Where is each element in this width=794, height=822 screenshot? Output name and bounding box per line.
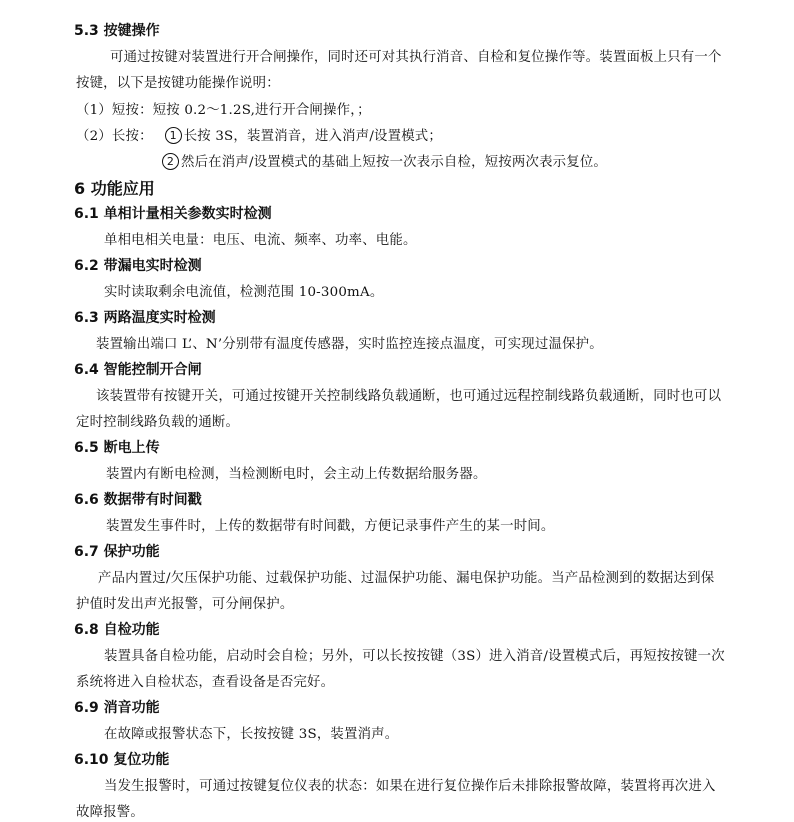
paragraph-line: 装置具备自检功能，启动时会自检；另外，可以长按按键（3S）进入消音/设置模式后，再短按按键一次	[104, 649, 725, 664]
circled-number-2: 2	[162, 153, 179, 170]
paragraph-line: 产品内置过/欠压保护功能、过载保护功能、过温保护功能、漏电保护功能。当产品检测到的数据达到保	[98, 571, 715, 586]
list-text: 长按 3S，装置消音，进入消声/设置模式；	[183, 129, 442, 144]
section-heading: 6.8 自检功能	[74, 622, 160, 638]
paragraph-line: 在故障或报警状态下，长按按键 3S，装置消声。	[104, 727, 399, 742]
paragraph-line: 可通过按键对装置进行开合闸操作，同时还可对其执行消音、自检和复位操作等。装置面板上只有一个	[110, 50, 722, 65]
paragraph-line: 定时控制线路负载的通断。	[76, 415, 240, 430]
section-heading: 6.3 两路温度实时检测	[74, 310, 216, 326]
section-heading: 6.7 保护功能	[74, 544, 160, 560]
list-label: （1）短按：	[76, 103, 153, 118]
paragraph-line: 系统将进入自检状态，查看设备是否完好。	[76, 675, 335, 690]
section-heading: 6.10 复位功能	[74, 752, 170, 768]
paragraph-line: 装置内有断电检测，当检测断电时，会主动上传数据给服务器。	[106, 467, 487, 482]
list-item-long-press	[76, 125, 442, 144]
section-heading: 6.6 数据带有时间戳	[74, 492, 202, 508]
section-heading: 6.5 断电上传	[74, 440, 160, 456]
paragraph-line: 当发生报警时，可通过按键复位仪表的状态：如果在进行复位操作后未排除报警故障，装置将再次进入	[104, 779, 716, 794]
list-text: 然后在消声/设置模式的基础上短按一次表示自检，短按两次表示复位。	[181, 155, 608, 170]
list-item-long-press-sub	[162, 151, 607, 170]
section-heading: 6.9 消音功能	[74, 700, 160, 716]
section-heading: 6.2 带漏电实时检测	[74, 258, 202, 274]
section-heading: 6.4 智能控制开合闸	[74, 362, 202, 378]
paragraph-line: 按键，以下是按键功能操作说明：	[76, 76, 280, 91]
circled-number-1: 1	[165, 127, 182, 144]
chapter-heading: 6 功能应用	[74, 179, 155, 198]
paragraph-line: 护值时发出声光报警，可分闸保护。	[76, 597, 294, 612]
section-heading: 5.3 按键操作	[74, 23, 160, 39]
list-label: （2）长按：	[76, 129, 153, 144]
list-item-short-press	[76, 99, 371, 118]
section-heading: 6.1 单相计量相关参数实时检测	[74, 206, 272, 222]
list-text: 短按 0.2～1.2S,进行开合闸操作，；	[152, 103, 371, 118]
paragraph-line: 装置发生事件时，上传的数据带有时间戳，方便记录事件产生的某一时间。	[106, 519, 555, 534]
paragraph-line: 实时读取剩余电流值，检测范围 10-300mA。	[104, 285, 384, 300]
paragraph-line: 装置输出端口 L’、N’分别带有温度传感器，实时监控连接点温度，可实现过温保护。	[96, 337, 603, 352]
paragraph-line: 故障报警。	[76, 805, 144, 820]
paragraph-line: 单相电相关电量：电压、电流、频率、功率、电能。	[104, 233, 417, 248]
paragraph-line: 该装置带有按键开关，可通过按键开关控制线路负载通断，也可通过远程控制线路负载通断，同时也可以	[96, 389, 722, 404]
